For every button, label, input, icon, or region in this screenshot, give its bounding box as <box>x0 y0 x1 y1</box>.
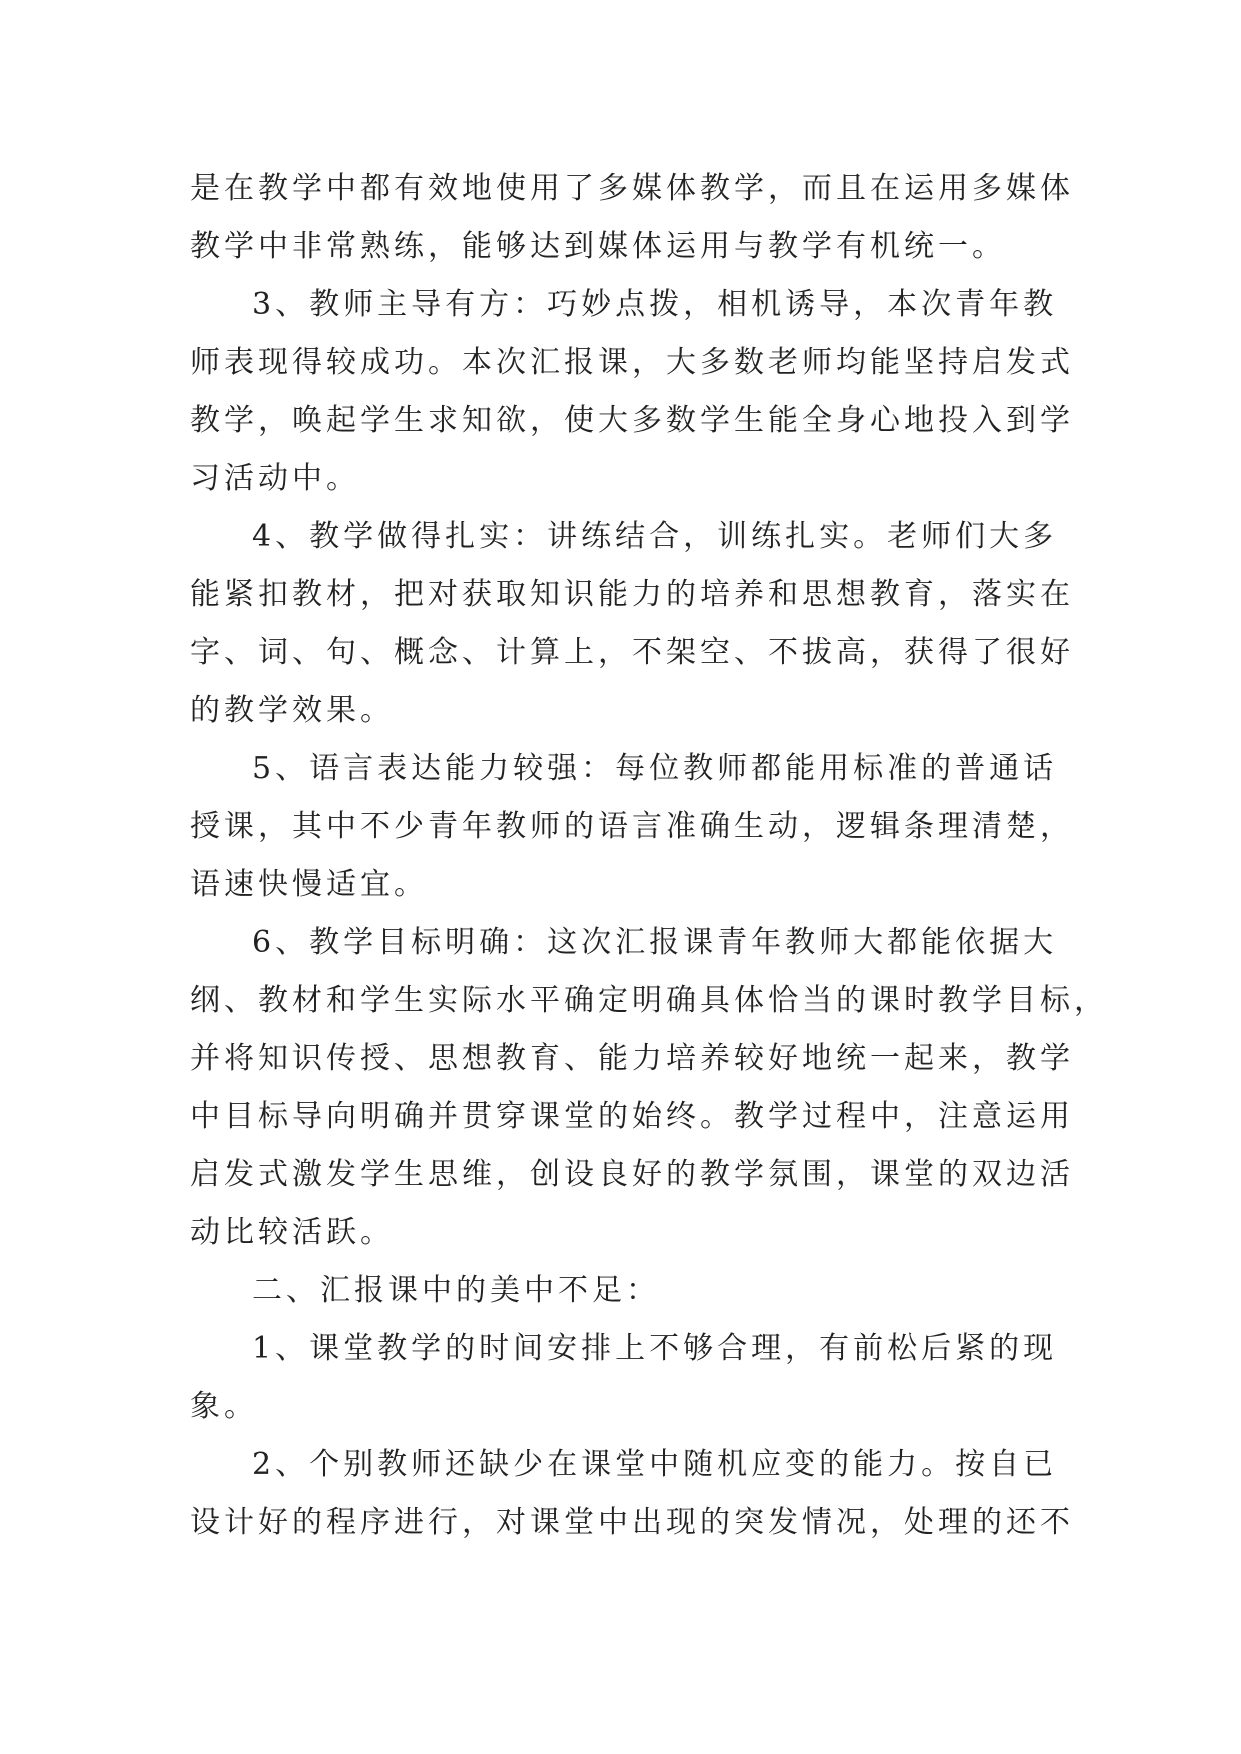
paragraph-start-line: 1、课堂教学的时间安排上不够合理，有前松后紧的现 <box>252 1331 1058 1366</box>
paragraph-start-line: 5、语言表达能力较强：每位教师都能用标准的普通话 <box>252 751 1058 786</box>
text-line: 设计好的程序进行，对课堂中出现的突发情况，处理的还不 <box>190 1505 1074 1540</box>
text-line: 动比较活跃。 <box>190 1215 394 1250</box>
text-line: 授课，其中不少青年教师的语言准确生动，逻辑条理清楚， <box>190 809 1074 844</box>
text-line: 习活动中。 <box>190 461 360 496</box>
text-line: 字、词、句、概念、计算上，不架空、不拔高，获得了很好 <box>190 635 1074 670</box>
text-line: 语速快慢适宜。 <box>190 867 428 902</box>
text-line: 教学中非常熟练，能够达到媒体运用与教学有机统一。 <box>190 229 1006 264</box>
text-line: 象。 <box>190 1389 258 1424</box>
text-line: 能紧扣教材，把对获取知识能力的培养和思想教育，落实在 <box>190 577 1074 612</box>
text-line: 中目标导向明确并贯穿课堂的始终。教学过程中，注意运用 <box>190 1099 1074 1134</box>
paragraph-start-line: 3、教师主导有方：巧妙点拨，相机诱导，本次青年教 <box>252 287 1058 322</box>
paragraph-start-line: 2、个别教师还缺少在课堂中随机应变的能力。按自已 <box>252 1447 1058 1482</box>
paragraph-start-line: 6、教学目标明确：这次汇报课青年教师大都能依据大 <box>252 925 1058 960</box>
text-line: 启发式激发学生思维，创设良好的教学氛围，课堂的双边活 <box>190 1157 1074 1192</box>
text-line: 纲、教材和学生实际水平确定明确具体恰当的课时教学目标， <box>190 983 1108 1018</box>
paragraph-start-line: 4、教学做得扎实：讲练结合，训练扎实。老师们大多 <box>252 519 1058 554</box>
document-body <box>190 160 1108 1552</box>
text-line: 的教学效果。 <box>190 693 394 728</box>
text-line: 师表现得较成功。本次汇报课，大多数老师均能坚持启发式 <box>190 345 1074 380</box>
text-line: 教学，唤起学生求知欲，使大多数学生能全身心地投入到学 <box>190 403 1074 438</box>
section-heading: 二、汇报课中的美中不足： <box>252 1273 660 1308</box>
text-line: 是在教学中都有效地使用了多媒体教学，而且在运用多媒体 <box>190 171 1074 206</box>
text-line: 并将知识传授、思想教育、能力培养较好地统一起来，教学 <box>190 1041 1074 1076</box>
